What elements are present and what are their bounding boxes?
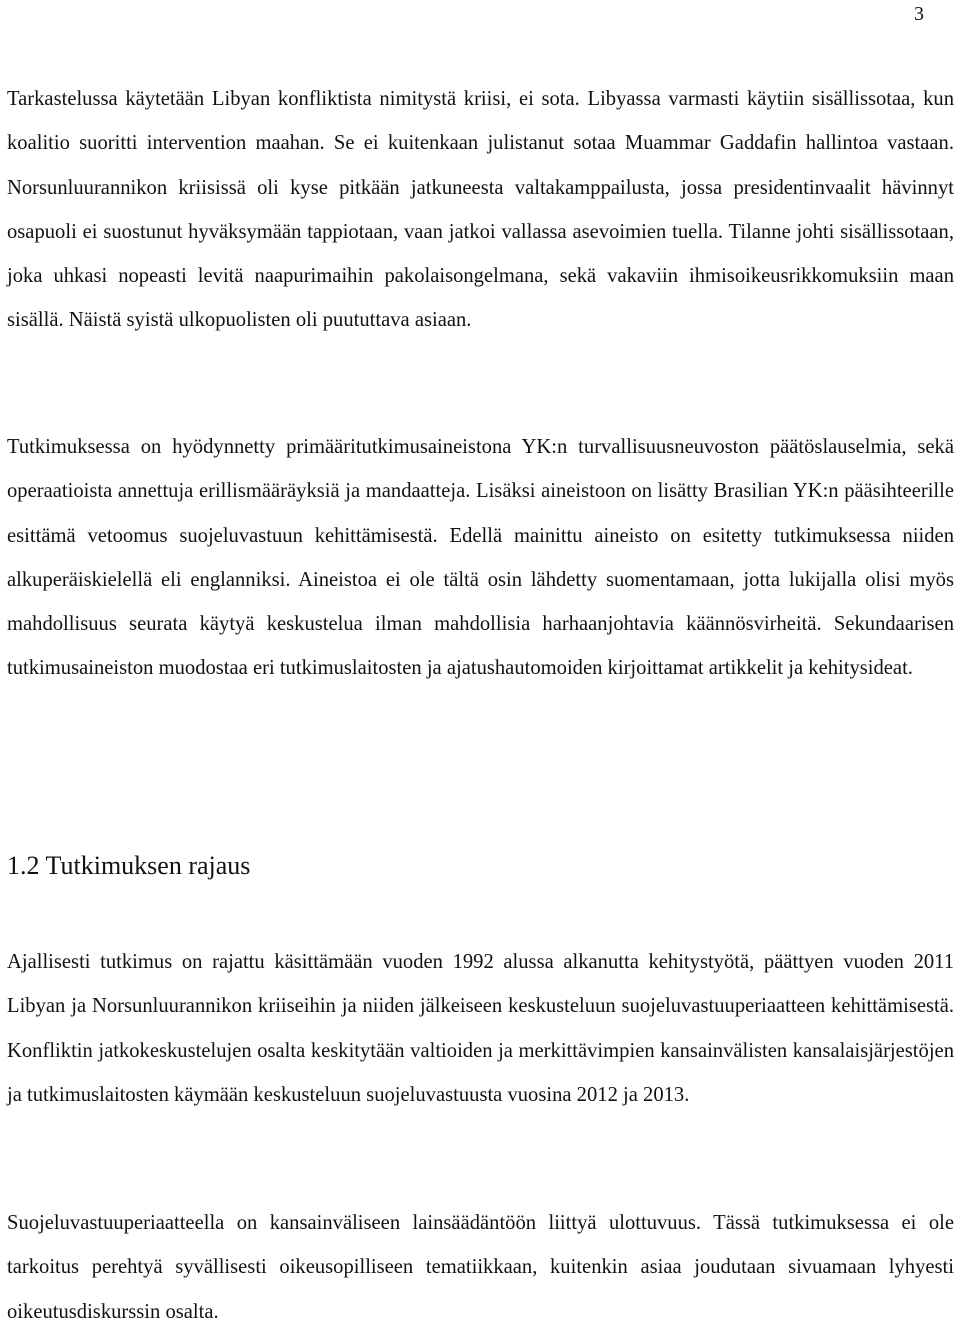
paragraph-time-scope: Ajallisesti tutkimus on rajattu käsittämään vuoden 1992 alussa alkanutta kehitystyötä, päättyen vuoden 2011 Libyan ja Norsunluurannikon kriiseihin ja niiden jälkeiseen keskusteluun suojeluvastuuperiaatteen kehittämisestä. Konfliktin jatkokeskustelujen osalta keskitytään valtioiden ja merkittävimpien kansainvälisten kansalaisjärjestöjen ja tutkimuslaitosten käymään keskusteluun suojeluvastuusta vuosina 2012 ja 2013. — [7, 951, 954, 1106]
section-heading: 1.2 Tutkimuksen rajaus — [7, 851, 251, 880]
paragraph-conflict-terminology: Tarkastelussa käytetään Libyan konfliktista nimitystä kriisi, ei sota. Libyassa varmasti käytiin sisällissotaa, kun koalitio suoritti intervention maahan. Se ei kuitenkaan julistanut sotaa Muammar Gaddafin hallintoa vastaan. Norsunluurannikon kriisissä oli kyse pitkään jatkuneesta valtakamppailusta, jossa presidentinvaalit hävinnyt osapuoli ei suostunut hyväksymään tappiotaan, vaan jatkoi vallassa asevoimien tuella. Tilanne johti sisällissotaan, joka uhkasi nopeasti levitä naapurimaihin pakolaisongelmana, sekä vakaviin ihmisoikeusrikkomuksiin maan sisällä. Näistä syistä ulkopuolisten oli puututtava asiaan. — [7, 88, 954, 332]
paragraph-legal-dimension: Suojeluvastuuperiaatteella on kansainväliseen lainsäädäntöön liittyä ulottuvuus. Tässä tutkimuksessa ei ole tarkoitus perehtyä syvällisesti oikeusopilliseen tematiikkaan, kuitenkin asiaa joudutaan sivuamaan lyhyesti oikeutusdiskurssin osalta. — [7, 1212, 954, 1323]
page-number: 3 — [914, 3, 924, 25]
paragraph-research-material: Tutkimuksessa on hyödynnetty primääritutkimusaineistona YK:n turvallisuusneuvoston päätöslauselmia, sekä operaatioista annettuja erillismääräyksiä ja mandaatteja. Lisäksi aineistoon on lisätty Brasilian YK:n pääsihteerille esittämä vetoomus suojeluvastuun kehittämisestä. Edellä mainittu aineisto on esitetty tutkimuksessa niiden alkuperäiskielellä eli englanniksi. Aineistoa ei ole tältä osin lähdetty suomentamaan, jotta lukijalla olisi myös mahdollisuus seurata käytyä keskustelua ilman mahdollisia harhaanjohtavia käännösvirheitä. Sekundaarisen tutkimusaineiston muodostaa eri tutkimuslaitosten ja ajatushautomoiden kirjoittamat artikkelit ja kehitysideat. — [7, 436, 954, 680]
